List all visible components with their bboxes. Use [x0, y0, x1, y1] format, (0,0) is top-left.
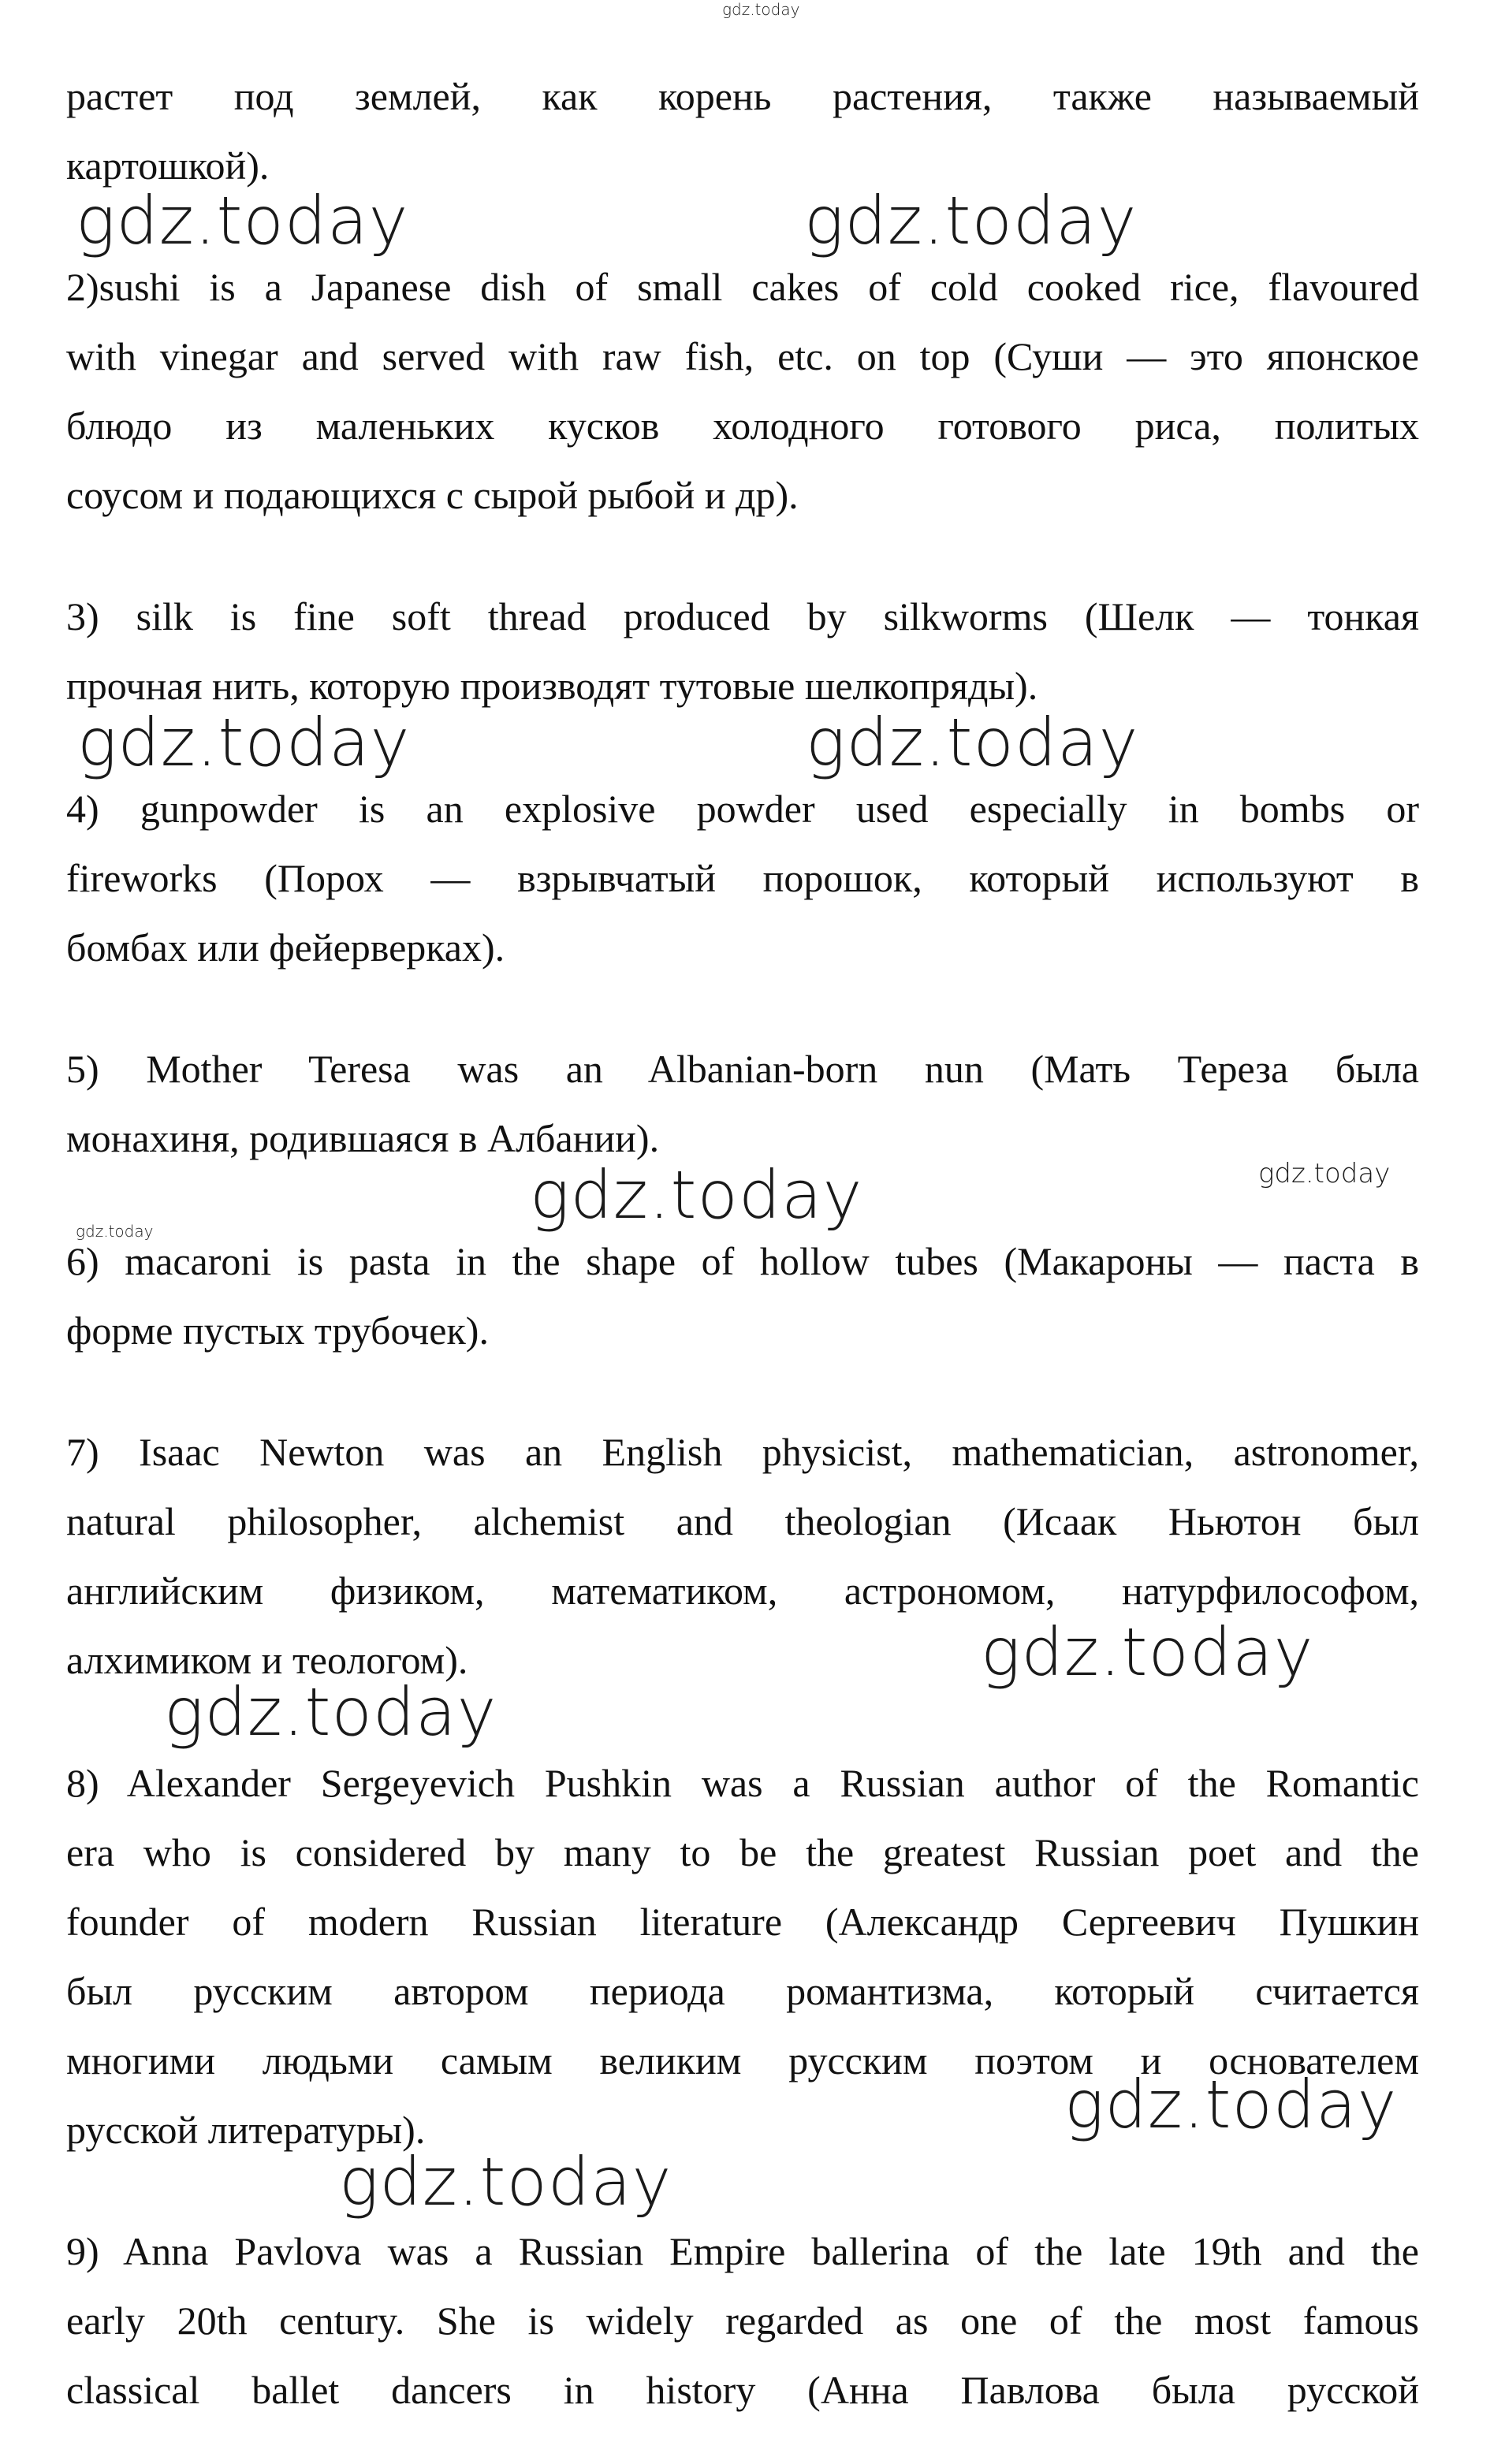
text-line: founder of modern Russian literature (Александр Сергеевич Пушкин [66, 1900, 1419, 1944]
watermark: gdz.today [530, 1156, 863, 1234]
text-line: форме пустых трубочек). [66, 1308, 489, 1353]
paragraph [66, 582, 1419, 720]
text-line: natural philosopher, alchemist and theologian (Исаак Ньютон был [66, 1499, 1419, 1543]
text-line: 6) macaroni is pasta in the shape of hollow tubes (Макароны — паста в [66, 1239, 1419, 1283]
text-line: 7) Isaac Newton was an English physicist, mathematician, astronomer, [66, 1430, 1419, 1474]
text-line: русской литературы). [66, 2108, 426, 2152]
paragraph [66, 252, 1419, 530]
text-line: соусом и подающихся с сырой рыбой и др). [66, 473, 799, 517]
paragraph [66, 2216, 1419, 2425]
text-line: early 20th century. She is widely regarded as one of the most famous [66, 2298, 1419, 2343]
text-line: 4) gunpowder is an explosive powder used especially in bombs or [66, 787, 1419, 831]
text-line: 8) Alexander Sergeyevich Pushkin was a Russian author of the Romantic [66, 1761, 1419, 1805]
watermark: gdz.today [806, 704, 1139, 781]
watermark: gdz.today [339, 2143, 672, 2220]
paragraph [66, 774, 1419, 982]
watermark: gdz.today [76, 1222, 154, 1241]
watermark: gdz.today [1064, 2066, 1398, 2143]
watermark: gdz.today [1258, 1158, 1391, 1189]
paragraph [66, 1748, 1419, 2164]
watermark: gdz.today [981, 1614, 1314, 1691]
text-line: растет под землей, как корень растения, также называемый [66, 74, 1419, 118]
text-line: был русским автором периода романтизма, который считается [66, 1969, 1419, 2013]
text-line: блюдо из маленьких кусков холодного готового риса, политых [66, 404, 1419, 448]
text-line: 5) Mother Teresa was an Albanian-born nun (Мать Тереза была [66, 1047, 1419, 1091]
text-line: classical ballet dancers in history (Анна Павлова была русской [66, 2368, 1419, 2412]
paragraph [66, 61, 1419, 200]
text-line: английским физиком, математиком, астрономом, натурфилософом, [66, 1569, 1419, 1613]
watermark: gdz.today [77, 704, 411, 781]
paragraph [66, 1417, 1419, 1695]
text-line: прочная нить, которую производят тутовые шелкопряды). [66, 664, 1038, 708]
text-line: 3) silk is fine soft thread produced by silkworms (Шелк — тонкая [66, 594, 1419, 638]
text-line: картошкой). [66, 143, 270, 188]
text-line: монахиня, родившаяся в Албании). [66, 1116, 660, 1160]
watermark: gdz.today [76, 182, 409, 259]
watermark: gdz.today [804, 182, 1138, 259]
watermark-top: gdz.today [722, 0, 800, 19]
text-line: 2)sushi is a Japanese dish of small cakes of cold cooked rice, flavoured [66, 265, 1419, 309]
text-line: 9) Anna Pavlova was a Russian Empire ballerina of the late 19th and the [66, 2229, 1419, 2273]
text-line: with vinegar and served with raw fish, etc. on top (Суши — это японское [66, 334, 1419, 378]
watermark: gdz.today [164, 1673, 497, 1751]
text-line: многими людьми самым великим русским поэтом и основателем [66, 2038, 1419, 2082]
paragraph [66, 1034, 1419, 1173]
paragraph [66, 1226, 1419, 1365]
text-line: era who is considered by many to be the greatest Russian poet and the [66, 1830, 1419, 1874]
text-line: алхимиком и теологом). [66, 1638, 468, 1682]
text-line: бомбах или фейерверках). [66, 925, 505, 970]
text-line: fireworks (Порох — взрывчатый порошок, который используют в [66, 856, 1419, 900]
